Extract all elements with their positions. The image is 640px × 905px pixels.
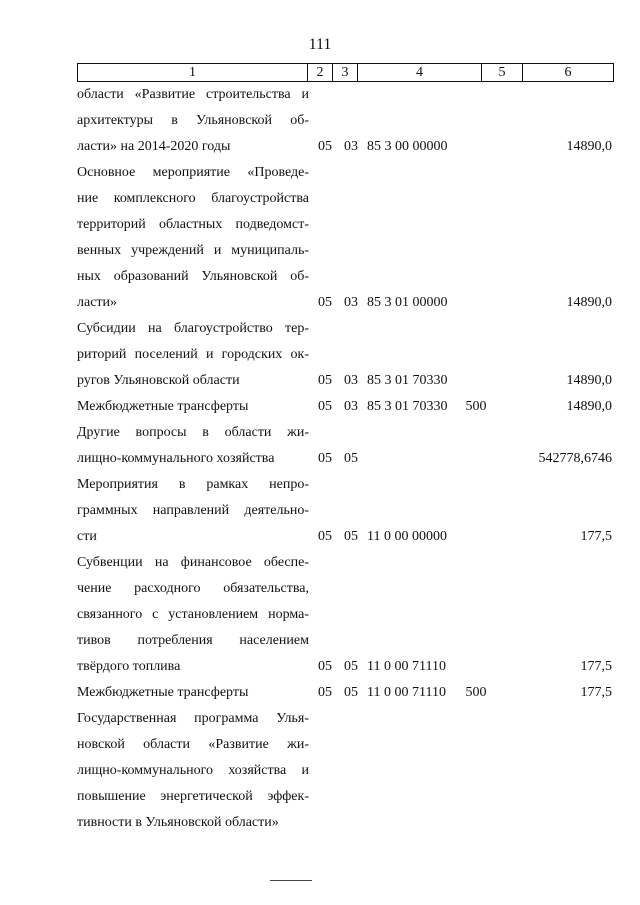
description-line: чение расходного обязательства, [77,581,309,596]
table-row [77,420,612,472]
description-line: повышение энергетической эффек- [77,789,309,804]
column-header-row [77,63,614,82]
table-row [77,550,612,680]
cell-c3: 03 [344,373,358,388]
cell-c5: 500 [465,685,487,700]
description-line: тивности в Ульяновской области» [77,815,279,830]
cell-c4: 11 0 00 71110 [367,685,446,700]
description-line: новской области «Развитие жи- [77,737,309,752]
row-values [77,810,612,836]
description-line: области «Развитие строительства и [77,87,309,102]
cell-c6: 542778,6746 [538,451,612,466]
description-line: тивов потребления населением [77,633,309,648]
description-line: архитектуры в Ульяновской об- [77,113,309,128]
cell-c6: 14890,0 [566,139,612,154]
cell-c2: 05 [318,373,332,388]
description-line: Основное мероприятие «Проведе- [77,165,309,180]
table-row [77,472,612,550]
cell-c3: 05 [344,529,358,544]
cell-c6: 177,5 [580,529,612,544]
row-values [77,680,612,706]
description-line: лищно-коммунального хозяйства и [77,763,309,778]
cell-c3: 05 [344,659,358,674]
cell-c3: 03 [344,139,358,154]
row-values [77,290,612,316]
description-line: ных образований Ульяновской об- [77,269,309,284]
cell-c3: 05 [344,685,358,700]
cell-c4: 85 3 01 70330 [367,373,448,388]
row-values [77,654,612,680]
cell-c2: 05 [318,659,332,674]
table-row [77,160,612,316]
row-values [77,394,612,420]
description-line: Субвенции на финансовое обеспе- [77,555,309,570]
page-number: 111 [308,36,332,53]
description-line: сти [77,529,97,544]
cell-c4: 11 0 00 71110 [367,659,446,674]
cell-c3: 03 [344,399,358,414]
column-header-5: 5 [482,64,523,82]
row-values [77,446,612,472]
cell-c2: 05 [318,685,332,700]
description-line: Государственная программа Улья- [77,711,309,726]
cell-c4: 85 3 01 00000 [367,295,448,310]
column-header-6: 6 [523,64,614,82]
description-line: венных учреждений и муниципаль- [77,243,309,258]
cell-c6: 177,5 [580,685,612,700]
scan-mark [270,880,312,881]
cell-c2: 05 [318,529,332,544]
description-line: лищно-коммунального хозяйства [77,451,275,466]
cell-c3: 03 [344,295,358,310]
description-line: ругов Ульяновской области [77,373,240,388]
description-line: Другие вопросы в области жи- [77,425,309,440]
column-header-1: 1 [78,64,308,82]
description-line: ласти» [77,295,118,310]
cell-c6: 14890,0 [566,295,612,310]
table-row [77,706,612,836]
description-line: Межбюджетные трансферты [77,685,249,700]
row-values [77,368,612,394]
description-line: ние комплексного благоустройства [77,191,309,206]
description-line: риторий поселений и городских ок- [77,347,309,362]
description-line: Субсидии на благоустройство тер- [77,321,309,336]
description-line: ласти» на 2014-2020 годы [77,139,231,154]
cell-c3: 05 [344,451,358,466]
cell-c4: 85 3 00 00000 [367,139,448,154]
cell-c4: 85 3 01 70330 [367,399,448,414]
cell-c2: 05 [318,295,332,310]
cell-c2: 05 [318,139,332,154]
cell-c6: 14890,0 [566,399,612,414]
description-line: территорий областных подведомст- [77,217,309,232]
cell-c2: 05 [318,451,332,466]
cell-c6: 14890,0 [566,373,612,388]
cell-c5: 500 [465,399,487,414]
description-line: Мероприятия в рамках непро- [77,477,309,492]
column-header-2: 2 [308,64,333,82]
description-line: твёрдого топлива [77,659,181,674]
description-line: связанного с установлением норма- [77,607,309,622]
budget-table-body [77,82,612,836]
cell-c6: 177,5 [580,659,612,674]
description-line: Межбюджетные трансферты [77,399,249,414]
table-row [77,394,612,420]
table-row [77,680,612,706]
table-row [77,82,612,160]
cell-c2: 05 [318,399,332,414]
cell-c4: 11 0 00 00000 [367,529,447,544]
description-line: граммных направлений деятельно- [77,503,309,518]
row-values [77,524,612,550]
row-values [77,134,612,160]
column-header-4: 4 [358,64,482,82]
table-row [77,316,612,394]
column-header-3: 3 [333,64,358,82]
